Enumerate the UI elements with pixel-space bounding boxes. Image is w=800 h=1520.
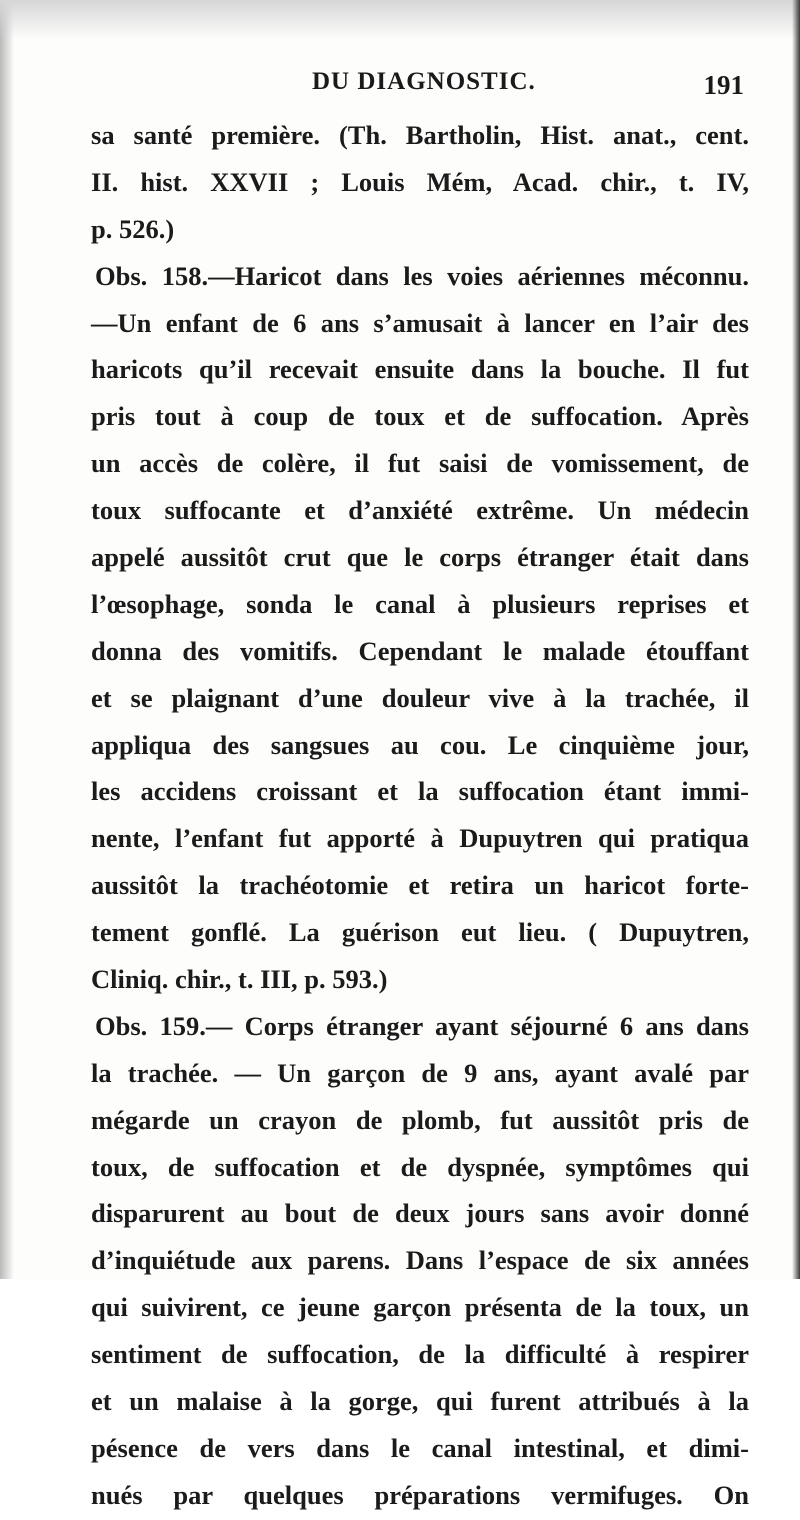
text-line: l’œsophage, sonda le canal à plusieurs reprises et bbox=[91, 588, 749, 619]
text-line: sa santé première. (Th. Bartholin, Hist. anat., cent. bbox=[91, 120, 749, 150]
text-line: appliqua des sangsues au cou. Le cinquième jour, bbox=[91, 729, 749, 760]
text-line: nente, l’enfant fut apporté à Dupuytren qui pratiqua bbox=[91, 823, 749, 854]
text-line: un accès de colère, il fut saisi de vomissement, de bbox=[91, 448, 749, 479]
page-top-shade bbox=[0, 0, 800, 40]
text-line: aussitôt la trachéotomie et retira un haricot forte- bbox=[91, 870, 749, 901]
text-line: donna des vomitifs. Cependant le malade étouffant bbox=[91, 635, 749, 666]
text-line: II. hist. XXVII ; Louis Mém, Acad. chir., t. IV, bbox=[91, 166, 749, 197]
observation-159-heading: Obs. 159.— Corps étranger ayant séjourné 6 ans dans bbox=[95, 1010, 749, 1041]
text-line: p. 526.) bbox=[91, 213, 175, 244]
text-line: toux suffocante et d’anxiété extrême. Un médecin bbox=[91, 495, 749, 526]
text-line: mégarde un crayon de plomb, fut aussitôt pris de bbox=[91, 1104, 749, 1135]
running-head: DU DIAGNOSTIC. bbox=[312, 68, 536, 95]
text-line: toux, de suffocation et de dyspnée, symptômes qui bbox=[91, 1151, 749, 1182]
text-line: qui suivirent, ce jeune garçon présenta de la toux, un bbox=[91, 1292, 749, 1323]
text-line: et un malaise à la gorge, qui furent attribués à la bbox=[91, 1386, 749, 1417]
observation-158-heading: Obs. 158.—Haricot dans les voies aériennes méconnu. bbox=[95, 260, 749, 291]
text-line: pésence de vers dans le canal intestinal, et dimi- bbox=[91, 1432, 749, 1463]
text-line: tement gonflé. La guérison eut lieu. ( Dupuytren, bbox=[91, 917, 749, 948]
text-line: appelé aussitôt crut que le corps étranger était dans bbox=[91, 542, 749, 573]
body-text bbox=[91, 113, 749, 1520]
page-number: 191 bbox=[703, 70, 744, 100]
text-line: la trachée. — Un garçon de 9 ans, ayant avalé par bbox=[91, 1057, 749, 1088]
text-line: disparurent au bout de deux jours sans avoir donné bbox=[91, 1198, 749, 1229]
text-line: Cliniq. chir., t. III, p. 593.) bbox=[91, 964, 388, 995]
text-line: —Un enfant de 6 ans s’amusait à lancer en l’air des bbox=[91, 307, 749, 338]
text-line: d’inquiétude aux parens. Dans l’espace de six années bbox=[91, 1245, 749, 1276]
page-header bbox=[92, 68, 744, 108]
page-edge-shadow bbox=[792, 0, 800, 1279]
text-line: pris tout à coup de toux et de suffocation. Après bbox=[91, 401, 749, 432]
text-line: sentiment de suffocation, de la difficulté à respirer bbox=[91, 1339, 749, 1370]
text-line: et se plaignant d’une douleur vive à la trachée, il bbox=[91, 682, 749, 713]
text-line: haricots qu’il recevait ensuite dans la bouche. Il fut bbox=[91, 354, 749, 385]
page-gutter-shadow bbox=[0, 0, 14, 1279]
text-line: les accidens croissant et la suffocation étant immi- bbox=[91, 776, 749, 807]
text-line: nués par quelques préparations vermifuges. On bbox=[91, 1479, 749, 1510]
